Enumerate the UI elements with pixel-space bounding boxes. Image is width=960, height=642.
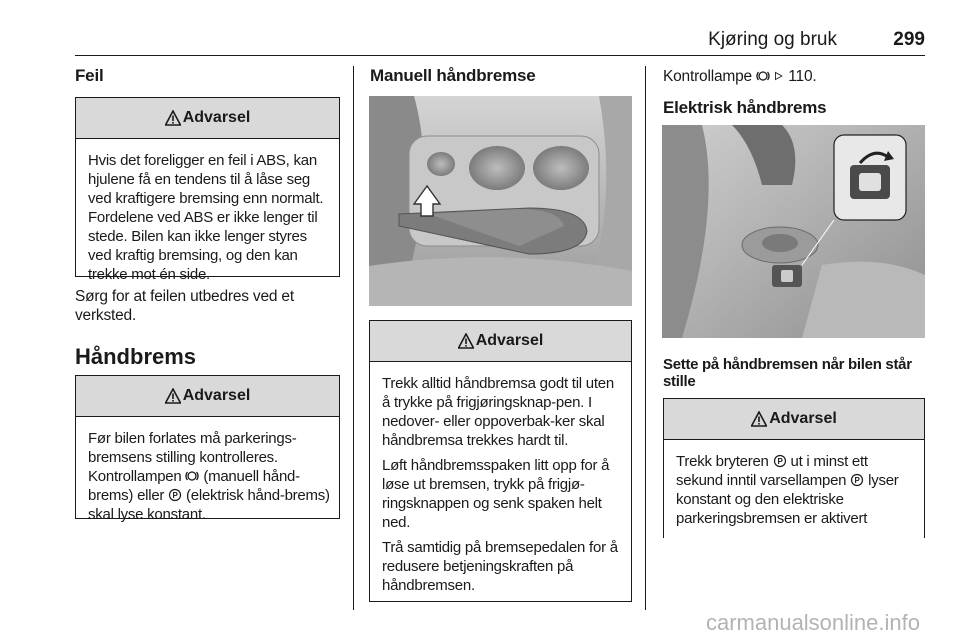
warning-title: Advarsel bbox=[769, 410, 837, 427]
electric-brake-lamp-icon bbox=[850, 473, 864, 487]
warning-header bbox=[370, 321, 631, 362]
warning-header bbox=[664, 399, 924, 440]
page-number: 299 bbox=[893, 29, 925, 50]
svg-text:P: P bbox=[172, 491, 178, 500]
header-rule bbox=[75, 55, 925, 56]
warning-text bbox=[370, 362, 631, 595]
electric-brake-switch-icon bbox=[773, 454, 787, 468]
warning-text-part: (manuell hånd-brems) eller bbox=[88, 468, 300, 504]
manual-brake-lamp-icon bbox=[756, 69, 770, 83]
warning-text bbox=[664, 440, 924, 528]
warning-text-part: Før bilen forlates må parkerings-bremsens stilling kontrolleres. Kontrollampen bbox=[88, 430, 297, 485]
heading-manuell: Manuell håndbremse bbox=[370, 66, 536, 85]
warning-box-manual bbox=[369, 320, 632, 602]
kontrollampe-line bbox=[663, 67, 928, 86]
warning-text-part: Trekk bryteren bbox=[676, 453, 769, 470]
column-divider-2 bbox=[645, 66, 646, 610]
manual-brake-lamp-icon bbox=[185, 469, 199, 483]
page-header bbox=[75, 24, 925, 52]
warning-triangle-icon bbox=[165, 110, 181, 126]
heading-feil: Feil bbox=[75, 66, 104, 85]
kontrollampe-text: Kontrollampe bbox=[663, 68, 752, 85]
paragraph-verksted: Sørg for at feilen utbedres ved et verksted. bbox=[75, 288, 294, 324]
warning-text: Hvis det foreligger en feil i ABS, kan hjulene få en tendens til å låse seg ved kraftigere bremsing enn normalt. Fordelene ved ABS er ikke lenger til stede. Bilen kan ikke lenger styres ved kraftig bremsing, og den kan trekke mot én side. bbox=[88, 152, 324, 283]
svg-text:P: P bbox=[777, 457, 783, 466]
header-section-title: Kjøring og bruk bbox=[708, 29, 837, 50]
warning-header bbox=[76, 376, 339, 417]
warning-paragraph-1: Trekk alltid håndbremsa godt til uten å trykke på frigjøringsknap-pen. I nedover- eller oppoverbak-ker skal håndbremsa trekkes hardt til. bbox=[382, 375, 614, 449]
warning-box-electric bbox=[663, 398, 925, 538]
heading-handbrems: Håndbrems bbox=[75, 344, 197, 369]
warning-text-part: lyser konstant og den elektriske parkeringsbremsen er aktivert bbox=[676, 472, 899, 527]
electric-brake-illustration bbox=[662, 125, 925, 338]
kontrollampe-page-ref[interactable]: 110. bbox=[788, 68, 817, 85]
electric-brake-lamp-icon bbox=[168, 488, 182, 502]
warning-header bbox=[76, 98, 339, 139]
warning-text bbox=[76, 417, 339, 524]
warning-triangle-icon bbox=[458, 333, 474, 349]
warning-triangle-icon bbox=[751, 411, 767, 427]
warning-title: Advarsel bbox=[475, 332, 544, 349]
manual-handbrake-photo bbox=[369, 96, 632, 306]
svg-text:P: P bbox=[854, 476, 860, 485]
warning-text-part: (elektrisk hånd-brems) skal lyse konstant. bbox=[88, 487, 330, 523]
watermark: carmanualsonline.info bbox=[705, 610, 920, 635]
page-reference-arrow-icon bbox=[774, 69, 784, 83]
warning-paragraph-2: Løft håndbremsspaken litt opp for å løse ut bremsen, trykk på frigjø-ringsknappen og senk spaken helt ned. bbox=[382, 457, 610, 531]
heading-elektrisk: Elektrisk håndbrems bbox=[663, 98, 827, 117]
warning-text-part: ut i minst ett sekund inntil varsellampen bbox=[676, 453, 868, 489]
warning-title: Advarsel bbox=[182, 109, 251, 126]
warning-paragraph-3: Trå samtidig på bremsepedalen for å redusere betjeningskraften på håndbremsen. bbox=[382, 539, 618, 594]
subheading-sette-pa: Sette på håndbremsen når bilen står stille bbox=[663, 356, 912, 390]
column-divider-1 bbox=[353, 66, 354, 610]
warning-box-parking bbox=[75, 375, 340, 523]
warning-title: Advarsel bbox=[182, 387, 251, 404]
electric-handbrake-photo bbox=[662, 125, 925, 338]
warning-box-abs bbox=[75, 97, 340, 283]
handbrake-illustration bbox=[369, 96, 632, 306]
warning-triangle-icon bbox=[165, 388, 181, 404]
